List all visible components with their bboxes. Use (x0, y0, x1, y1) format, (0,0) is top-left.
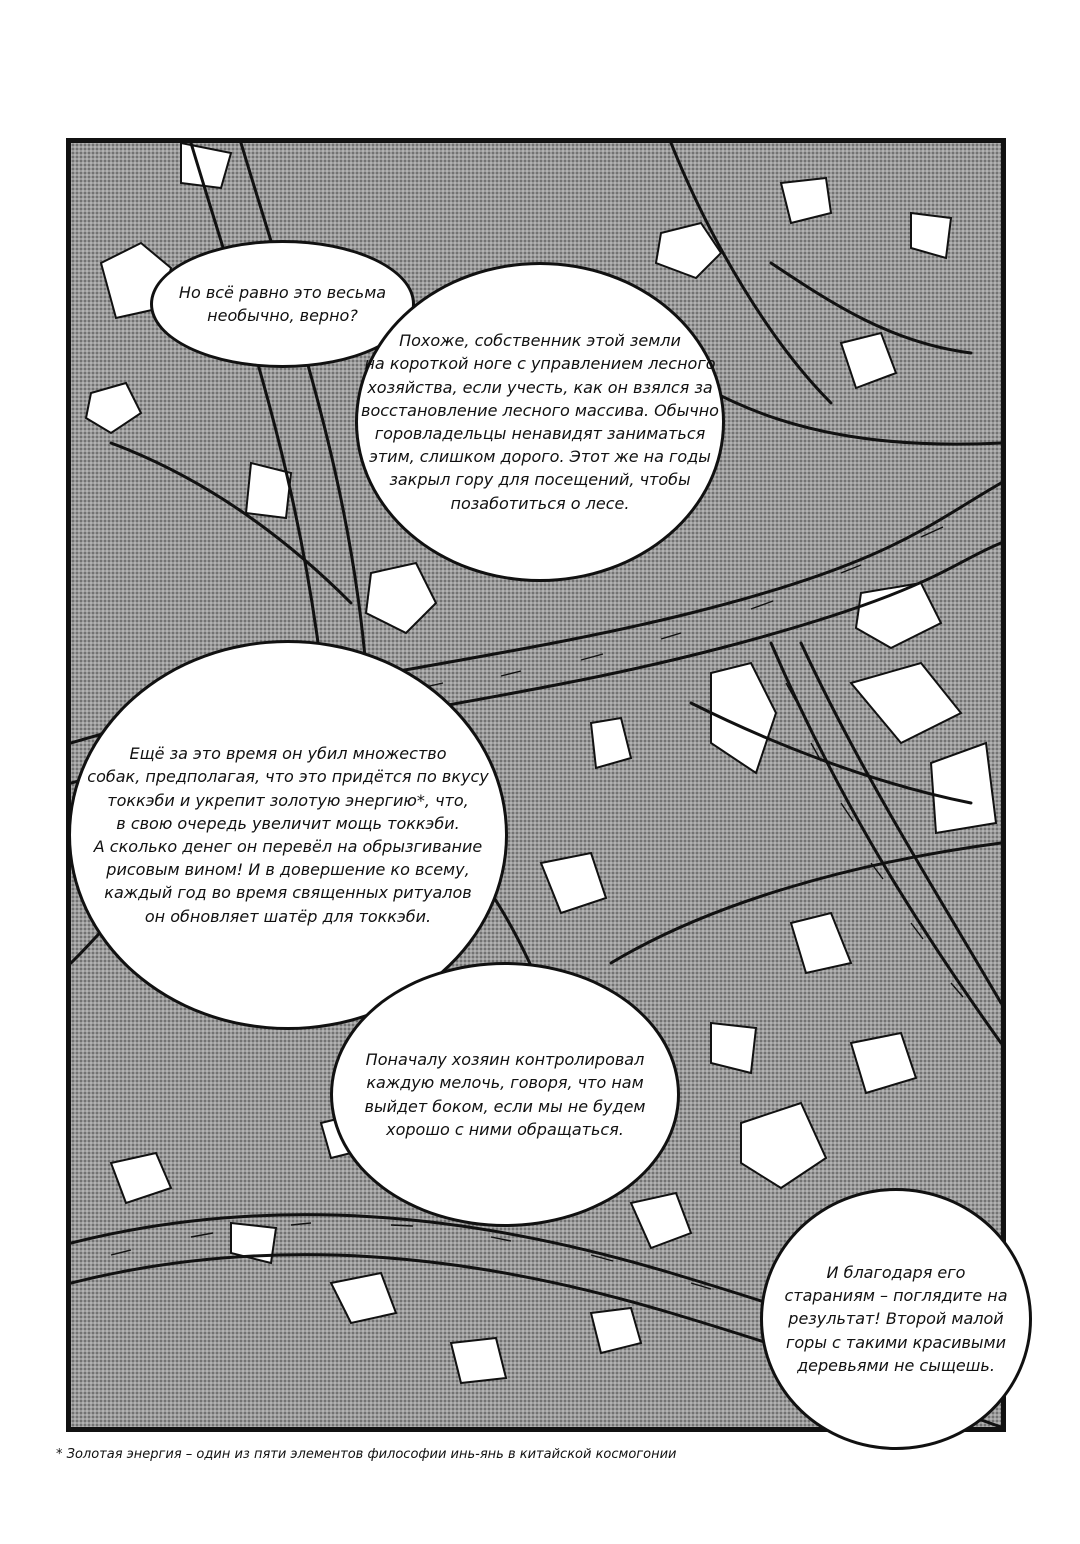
leaf-gap (791, 913, 851, 973)
leaf-gap (851, 663, 961, 743)
tree-branch (111, 443, 351, 603)
leaf-gap (931, 743, 996, 833)
bubble-text: Поначалу хозяин контролировал каждую мелочь, говоря, что нам выйдет боком, если мы не будем хорошо с ними обращаться. (364, 1050, 646, 1139)
leaf-gap (591, 718, 631, 768)
leaf-gap (541, 853, 606, 913)
speech-bubble-land-owner (355, 262, 725, 582)
leaf-gap (841, 333, 896, 388)
leaf-gap (366, 563, 436, 633)
bubble-text: И благодаря его стараниям – поглядите на результат! Второй малой горы с такими красивыми деревьями не сыщешь. (784, 1263, 1008, 1375)
footnote: * Золотая энергия – один из пяти элементов философии инь-янь в китайской космогонии (56, 1447, 677, 1462)
leaf-gap (451, 1338, 506, 1383)
speech-bubble-result (760, 1188, 1032, 1450)
leaf-gap (741, 1103, 826, 1188)
leaf-gap (111, 1153, 171, 1203)
leaf-gap (911, 213, 951, 258)
leaf-gap (86, 383, 141, 433)
leaf-gap (781, 178, 831, 223)
leaf-gap (246, 463, 291, 518)
bubble-text: Похоже, собственник этой земли на короткой ноге с управлением лесного хозяйства, если учесть, как он взялся за восстановление лесного массива. Обычно горовладельцы ненавидят заниматься этим, слишком дорого. Этот же на годы закрыл гору для посещений, чтобы позаботиться о лесе. (361, 331, 719, 513)
leaf-gap (851, 1033, 916, 1093)
speech-bubble-host-control (330, 962, 680, 1227)
bubble-text: Но всё равно это весьма необычно, верно? (178, 282, 387, 325)
bubble-text: Ещё за это время он убил множество собак, предполагая, что это придётся по вкусу токкэби и укрепит золотую энергию*, что, в свою очередь увеличит мощь токкэби. А сколько денег он перевёл на обрызгивание рисовым вином! И в довершение ко всему, каждый год во время священных ритуалов он обновляет шатёр для токкэби. (87, 744, 489, 926)
leaf-gap (591, 1308, 641, 1353)
leaf-gap (711, 1023, 756, 1073)
leaf-gap (331, 1273, 396, 1323)
leaf-gap (631, 1193, 691, 1248)
leaf-gap (181, 143, 231, 188)
